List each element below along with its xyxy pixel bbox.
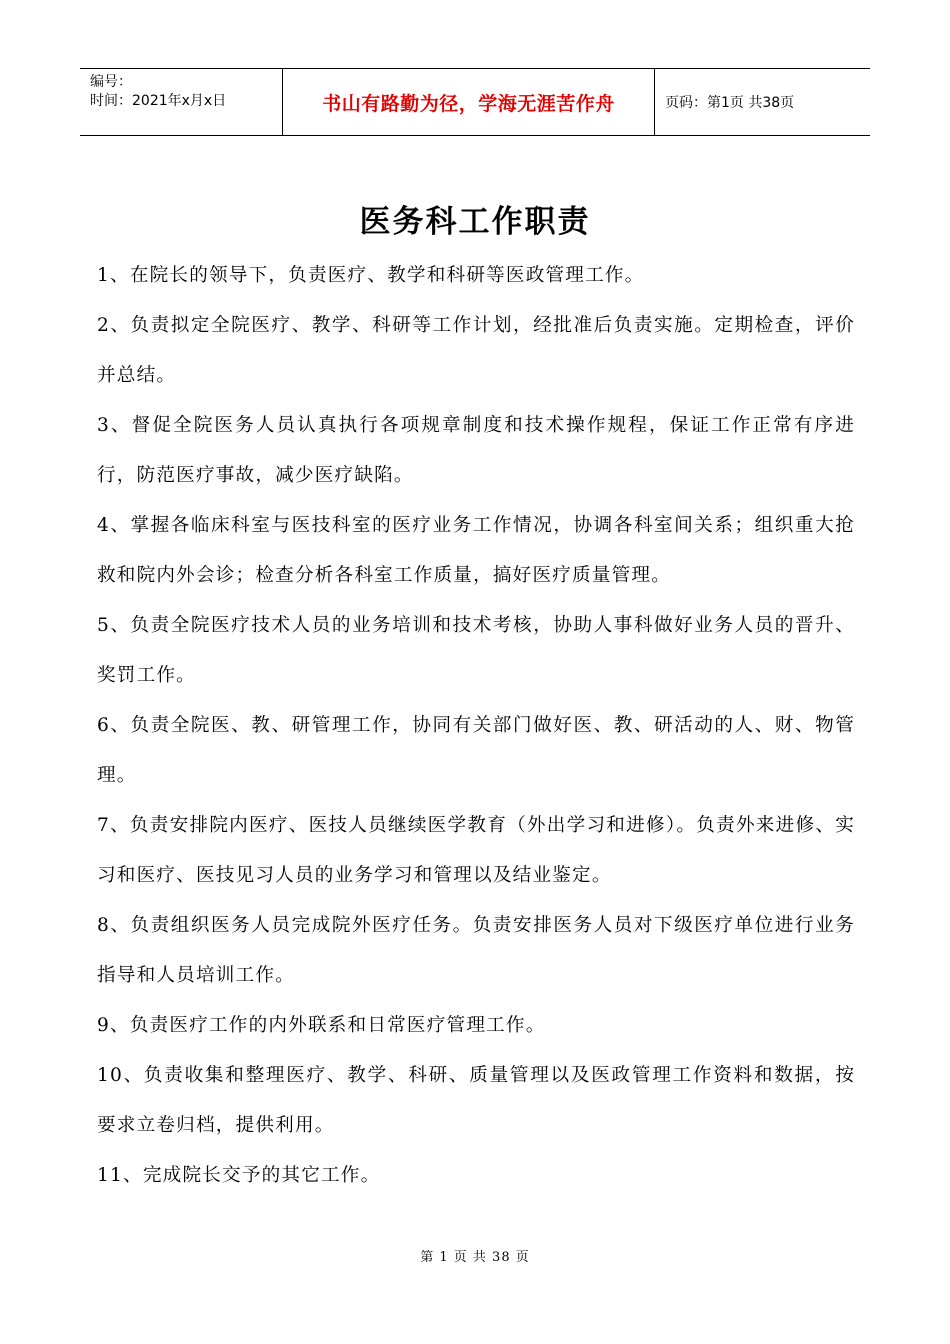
document-title: 医务科工作职责 bbox=[359, 204, 591, 240]
paragraph-3: 3、督促全院医务人员认真执行各项规章制度和技术操作规程，保证工作正常有序进行，防范医疗事故，减少医疗缺陷。 bbox=[97, 415, 855, 486]
paragraph-5: 5、负责全院医疗技术人员的业务培训和技术考核，协助人事科做好业务人员的晋升、奖罚工作。 bbox=[97, 615, 855, 686]
header-time-label: 时间：2021年x月x日 bbox=[90, 93, 227, 109]
header-page-info: 页码：第1页 共38页 bbox=[665, 95, 795, 111]
document-header-table bbox=[80, 68, 870, 136]
paragraph-10: 10、负责收集和整理医疗、教学、科研、质量管理以及医政管理工作资料和数据，按要求立卷归档，提供利用。 bbox=[97, 1065, 855, 1136]
header-meta-cell bbox=[80, 69, 283, 135]
paragraph-6: 6、负责全院医、教、研管理工作，协同有关部门做好医、教、研活动的人、财、物管理。 bbox=[97, 715, 855, 786]
page-footer-number: 第 1 页 共 38 页 bbox=[420, 1250, 530, 1265]
paragraph-1: 1、在院长的领导下，负责医疗、教学和科研等医政管理工作。 bbox=[97, 265, 645, 286]
paragraph-11: 11、完成院长交予的其它工作。 bbox=[97, 1165, 381, 1186]
paragraph-8: 8、负责组织医务人员完成院外医疗任务。负责安排医务人员对下级医疗单位进行业务指导和人员培训工作。 bbox=[97, 915, 855, 986]
paragraph-9: 9、负责医疗工作的内外联系和日常医疗管理工作。 bbox=[97, 1015, 546, 1036]
document-body bbox=[97, 251, 855, 1201]
paragraph-4: 4、掌握各临床科室与医技科室的医疗业务工作情况，协调各科室间关系；组织重大抢救和院内外会诊；检查分析各科室工作质量，搞好医疗质量管理。 bbox=[97, 515, 855, 586]
header-motto: 书山有路勤为径，学海无涯苦作舟 bbox=[283, 69, 655, 135]
header-number-label: 编号： bbox=[90, 74, 132, 90]
paragraph-7: 7、负责安排院内医疗、医技人员继续医学教育（外出学习和进修）。负责外来进修、实习和医疗、医技见习人员的业务学习和管理以及结业鉴定。 bbox=[97, 815, 855, 886]
paragraph-2: 2、负责拟定全院医疗、教学、科研等工作计划，经批准后负责实施。定期检查，评价并总结。 bbox=[97, 315, 855, 386]
